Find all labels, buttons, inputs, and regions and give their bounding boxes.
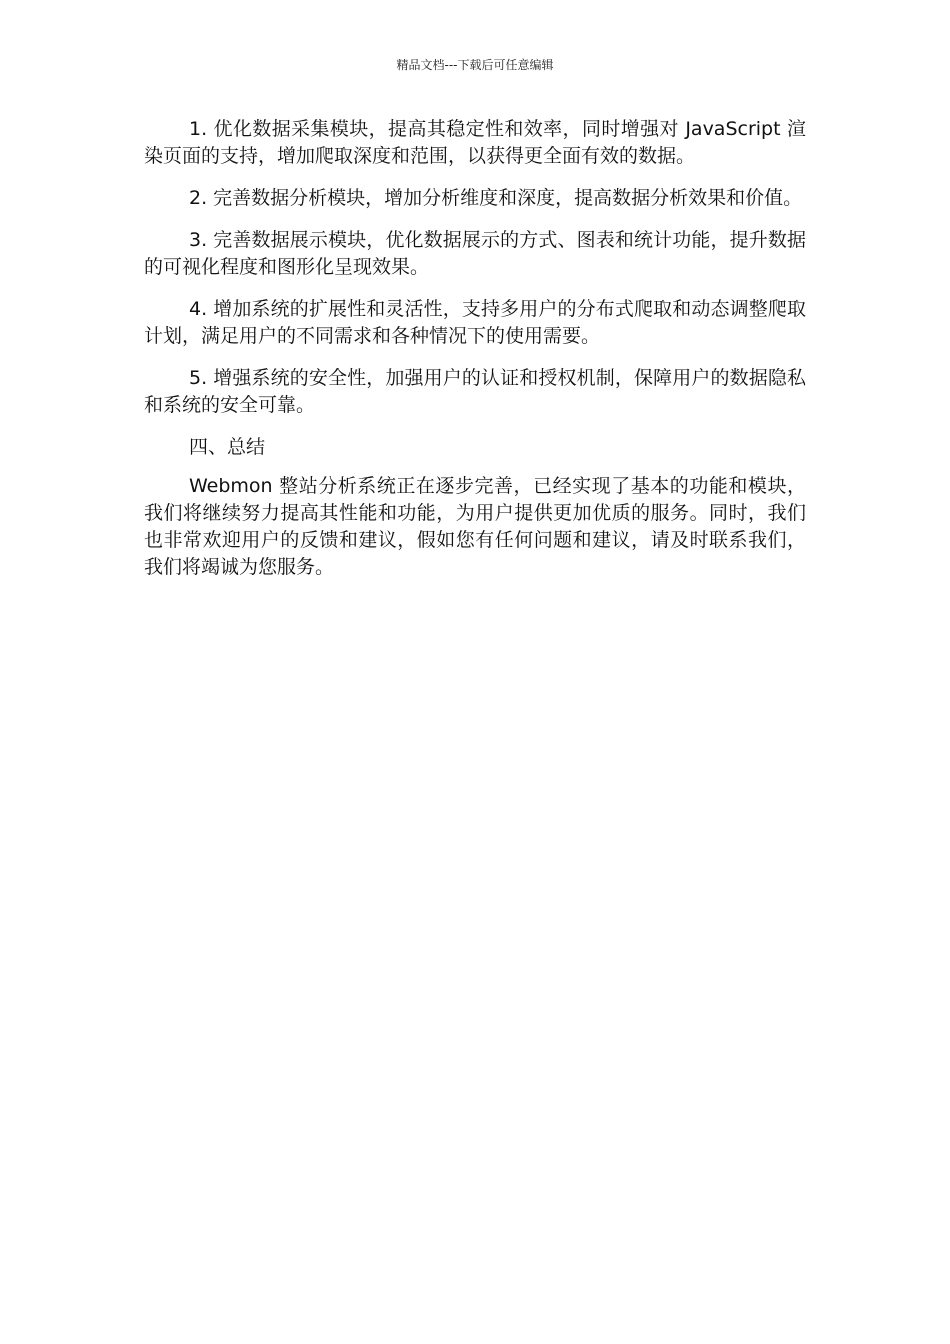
list-item-2: 2. 完善数据分析模块，增加分析维度和深度，提高数据分析效果和价值。 (189, 187, 803, 209)
conclusion-paragraph: Webmon 整站分析系统正在逐步完善，已经实现了基本的功能和模块，我们将继续努力提高其性能和功能，为用户提供更加优质的服务。同时，我们也非常欢迎用户的反馈和建议，假如您有任何问题和建议，请及时联系我们，我们将竭诚为您服务。 (144, 475, 806, 578)
list-item-5: 5. 增强系统的安全性，加强用户的认证和授权机制，保障用户的数据隐私和系统的安全可靠。 (144, 367, 806, 416)
list-item-3: 3. 完善数据展示模块，优化数据展示的方式、图表和统计功能，提升数据的可视化程度和图形化呈现效果。 (144, 229, 806, 278)
list-item-4: 4. 增加系统的扩展性和灵活性，支持多用户的分布式爬取和动态调整爬取计划，满足用户的不同需求和各种情况下的使用需要。 (144, 298, 806, 347)
document-body (144, 116, 806, 596)
list-item-1: 1. 优化数据采集模块，提高其稳定性和效率，同时增强对 JavaScript 渲染页面的支持，增加爬取深度和范围，以获得更全面有效的数据。 (144, 118, 806, 167)
page-header: 精品文档---下载后可任意编辑 (396, 58, 554, 72)
section-heading: 四、总结 (189, 436, 266, 458)
